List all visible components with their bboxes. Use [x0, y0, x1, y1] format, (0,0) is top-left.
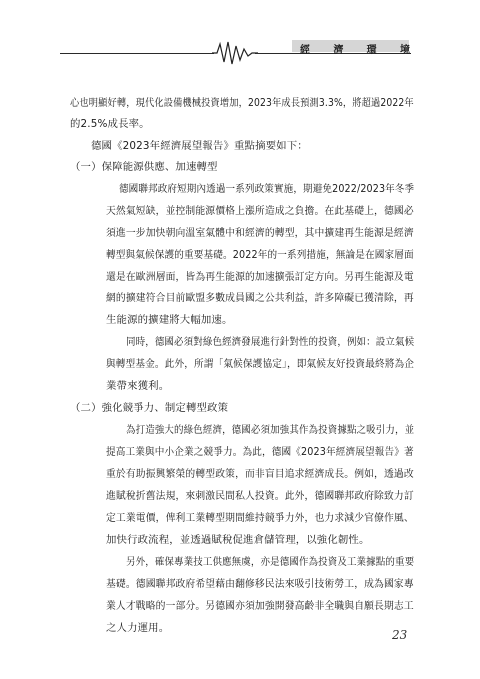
- body-line: 德國《2023年經濟展望報告》重點摘要如下：: [91, 140, 308, 152]
- body-line: 之人力運用。: [106, 622, 170, 634]
- body-line: 生能源的擴建將大幅加速。: [106, 314, 233, 326]
- body-line: 的2.5%成長率。: [70, 118, 150, 130]
- body-line: 同時，德國必須對綠色經濟發展進行針對性的投資，例如：設立氣候: [126, 336, 415, 348]
- body-line: 與轉型基金。此外，所謂「氣候保護協定」，即氣候友好投資最終將為企: [106, 358, 415, 370]
- section-heading: （一）保障能源供應、加速轉型: [70, 161, 218, 173]
- pulse-wave-icon: [212, 40, 258, 66]
- body-line: 業帶來獲利。: [106, 380, 170, 392]
- body-line: 業人才戰略的一部分。另德國亦須加強開發高齡非全職與自願長期志工: [106, 600, 414, 612]
- body-line: 提高工業與中小企業之競爭力。為此，德國《2023年經濟展望報告》著: [106, 446, 414, 458]
- running-head-char: 經: [300, 45, 310, 56]
- running-head-char: 環: [366, 45, 377, 56]
- header-rule-left: [60, 53, 214, 54]
- body-line: 還是在歐洲層面，皆為再生能源的加速擴張訂定方向。另再生能源及電: [106, 271, 414, 283]
- body-line: 轉型與氣候保護的重要基礎。2022年的一系列措施，無論是在國家層面: [106, 249, 414, 261]
- body-line: 進賦稅折舊法規，來刺激民間私人投資。此外，德國聯邦政府除致力訂: [106, 490, 414, 502]
- running-head-char: 境: [399, 45, 410, 56]
- running-head: [300, 41, 410, 56]
- running-head-char: 濟: [333, 45, 344, 56]
- body-line: 另外，確保專業技工供應無虞，亦是德國作為投資及工業據點的重要: [126, 556, 415, 568]
- body-line: 為打造強大的綠色經濟，德國必須加強其作為投資據點之吸引力，並: [126, 424, 415, 436]
- body-line: 德國聯邦政府短期內透過一系列政策實施，期避免2022/2023年冬季: [119, 183, 415, 195]
- body-line: 加快行政流程，並透過賦稅促進倉儲管理，以強化韌性。: [106, 534, 370, 546]
- body-line: 須進一步加快朝向溫室氣體中和經濟的轉型，其中擴建再生能源是經濟: [106, 227, 414, 239]
- body-line: 定工業電價，俾利工業轉型期間維持競爭力外，也力求減少官僚作風、: [106, 512, 414, 524]
- page-number: 23: [392, 628, 408, 642]
- body-line: 基礎。德國聯邦政府希望藉由翻修移民法來吸引技術勞工，成為國家專: [106, 578, 414, 590]
- body-line: 網的擴建符合目前歐盟多數成員國之公共利益，許多障礙已獲清除，再: [106, 292, 414, 304]
- section-heading: （二）強化競爭力、制定轉型政策: [70, 402, 229, 414]
- body-line: 心也明顯好轉，現代化設備機械投資增加，2023年成長預測3.3%，將超過2022年: [70, 97, 414, 109]
- body-line: 重於有助振興繁榮的轉型政策，而非盲目追求經濟成長。例如，透過改: [106, 468, 414, 480]
- body-line: 天然氣短缺，並控制能源價格上漲所造成之負擔。在此基礎上，德國必: [106, 205, 414, 217]
